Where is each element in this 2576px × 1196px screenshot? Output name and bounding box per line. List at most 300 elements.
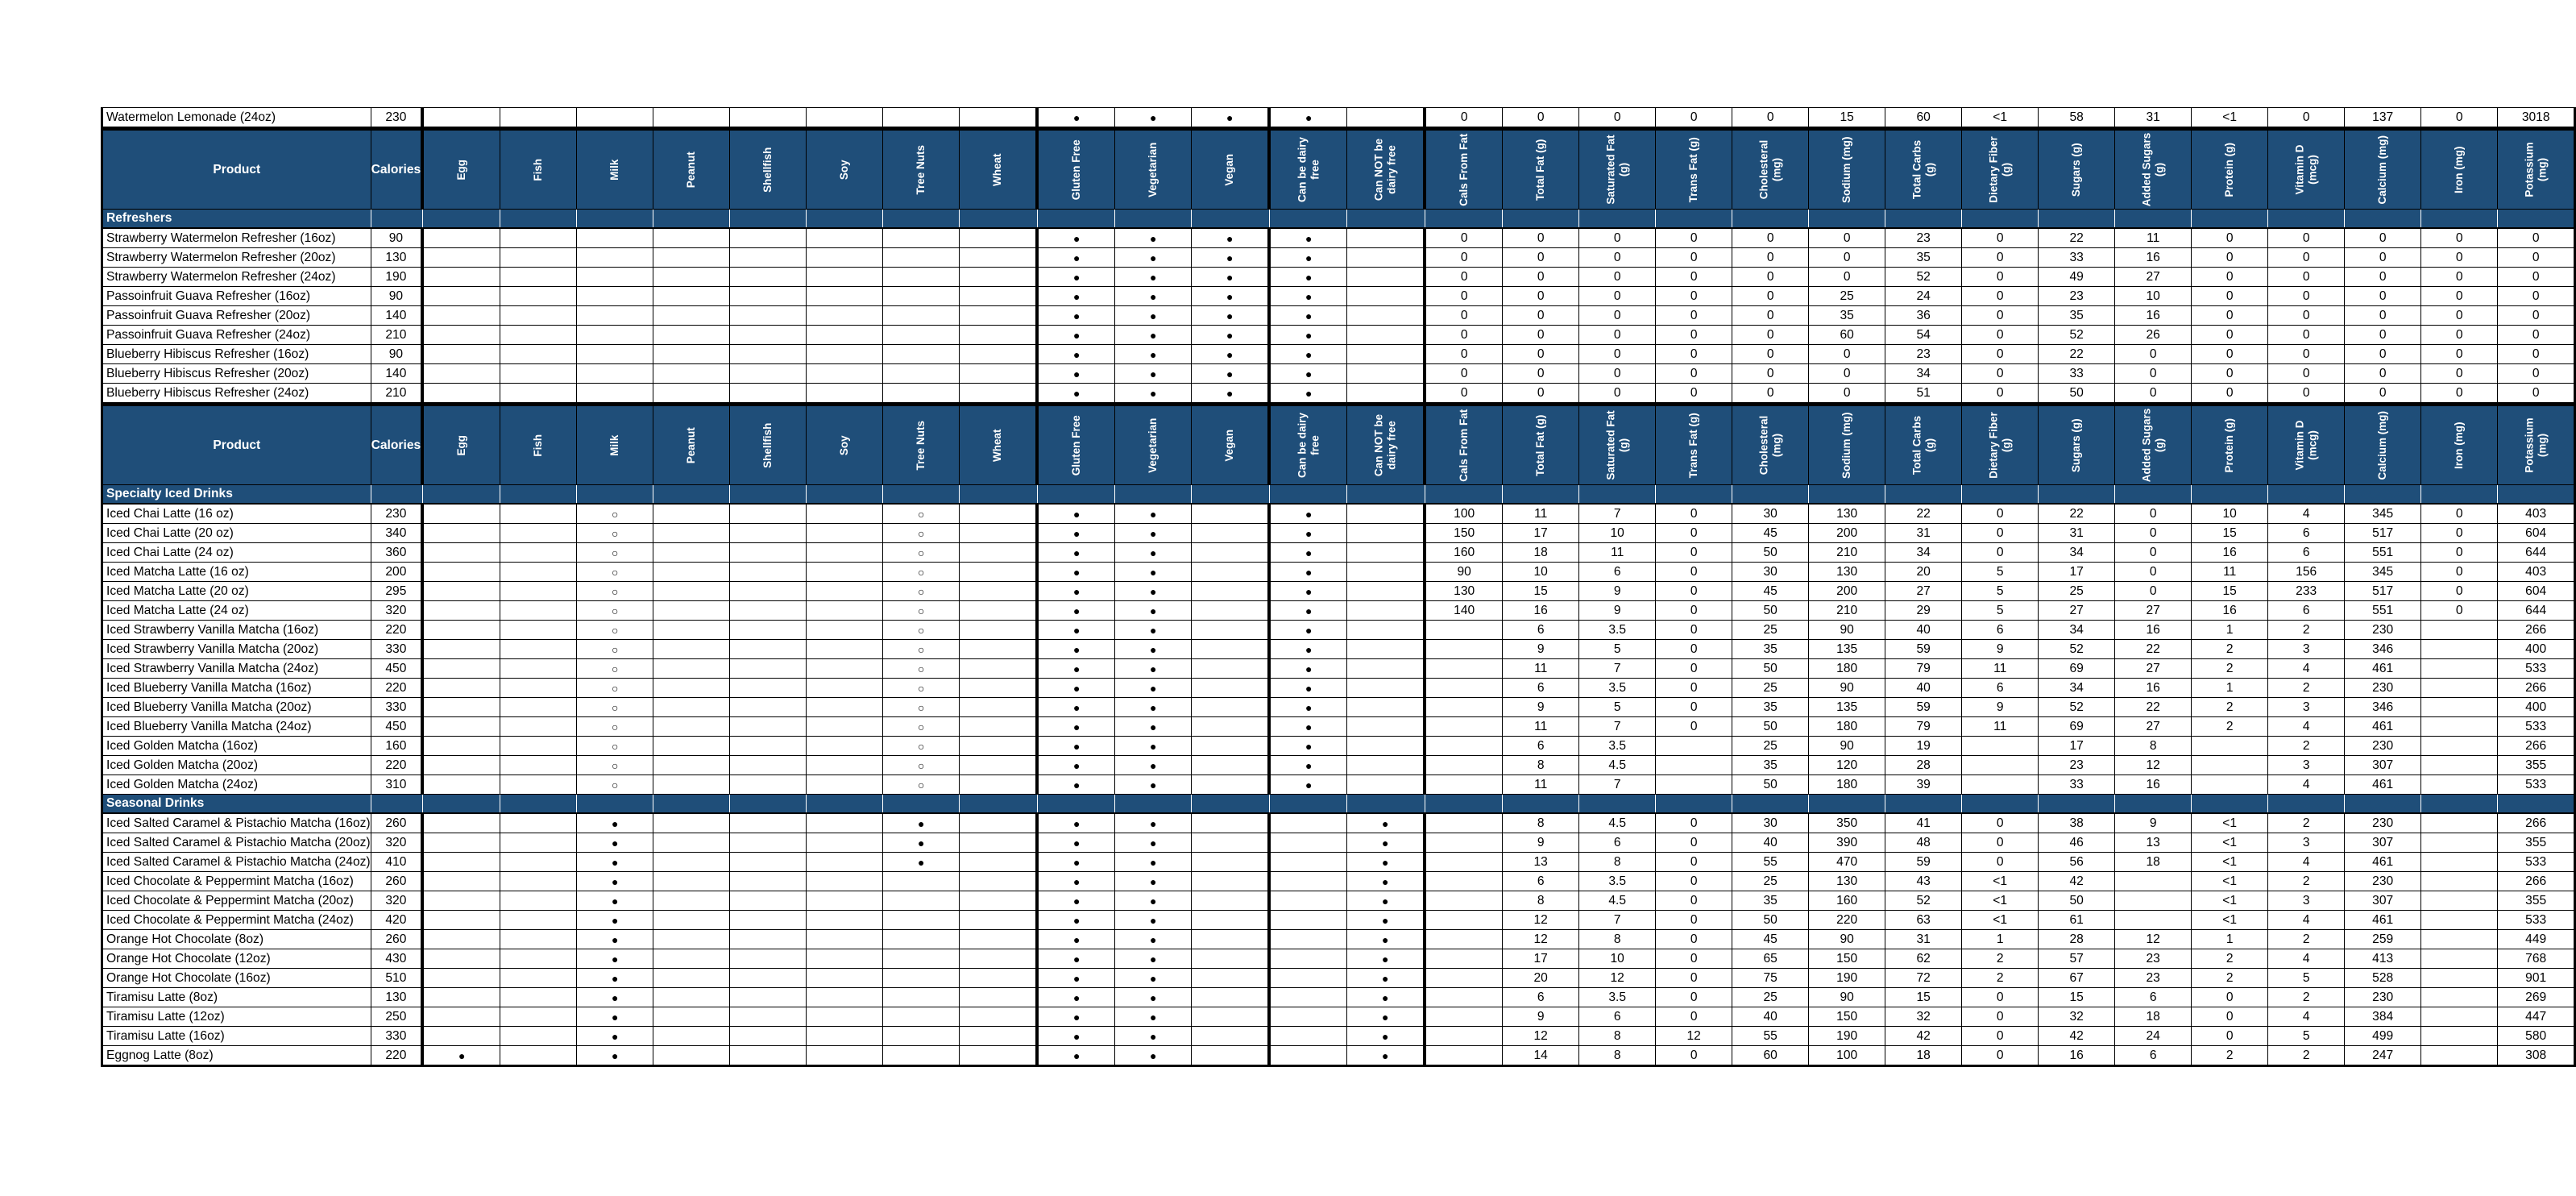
- soy-cell: [807, 601, 883, 621]
- shellfish-cell: [730, 775, 807, 795]
- soy-cell: [807, 698, 883, 717]
- sodium-mg-cell: 210: [1809, 543, 1885, 563]
- fish-cell: [500, 891, 577, 911]
- iron-mg-cell: 0: [2421, 364, 2498, 384]
- dietary-fiber-g-cell: 0: [1962, 833, 2039, 853]
- column-header-label: Vegan: [1223, 153, 1236, 186]
- total-carbs-g-cell: 36: [1885, 306, 1962, 326]
- gluten-free-cell: ●: [1037, 268, 1115, 287]
- section-header-cell: [1962, 485, 2039, 505]
- saturated-fat-g-cell: 3.5: [1579, 737, 1656, 756]
- total-fat-g-cell: 11: [1503, 717, 1579, 737]
- vegan-cell: ●: [1192, 108, 1270, 129]
- added-sugars-g-cell: 0: [2115, 345, 2192, 364]
- soy-cell: [807, 659, 883, 679]
- vegetarian-cell: ●: [1115, 988, 1192, 1007]
- calories-cell: 330: [371, 1027, 422, 1046]
- can-be-dairy-free-cell: ●: [1269, 621, 1347, 640]
- column-header-can-not-be-dairy-free: [1347, 405, 1425, 485]
- shellfish-cell: [730, 228, 807, 248]
- calories-cell: 90: [371, 287, 422, 306]
- product-name-cell: Tiramisu Latte (8oz): [102, 988, 371, 1007]
- wheat-cell: [960, 679, 1038, 698]
- potassium-mg-cell: 644: [2498, 601, 2575, 621]
- peanut-cell: [653, 833, 730, 853]
- total-carbs-g-cell: 19: [1885, 737, 1962, 756]
- vegan-cell: [1192, 833, 1270, 853]
- column-header-gluten-free: [1037, 405, 1115, 485]
- vegetarian-cell: ●: [1115, 930, 1192, 949]
- vitamin-d-mcg-cell: 6: [2268, 601, 2345, 621]
- saturated-fat-g-cell: 0: [1579, 248, 1656, 268]
- tree-nuts-cell: ○: [883, 717, 960, 737]
- section-header-cell: [1115, 210, 1192, 229]
- soy-cell: [807, 756, 883, 775]
- table-row: [102, 364, 2575, 384]
- fish-cell: [500, 853, 577, 872]
- calories-cell: 310: [371, 775, 422, 795]
- column-header-gluten-free: [1037, 129, 1115, 210]
- total-carbs-g-cell: 60: [1885, 108, 1962, 129]
- calcium-mg-cell: 461: [2345, 717, 2421, 737]
- gluten-free-cell: ●: [1037, 1007, 1115, 1027]
- fish-cell: [500, 108, 577, 129]
- sugars-g-cell: 67: [2039, 969, 2115, 988]
- milk-cell: [577, 306, 653, 326]
- calcium-mg-cell: 461: [2345, 659, 2421, 679]
- vegetarian-cell: ●: [1115, 833, 1192, 853]
- column-header-tree-nuts: [883, 129, 960, 210]
- wheat-cell: [960, 813, 1038, 833]
- vegetarian-cell: ●: [1115, 911, 1192, 930]
- gluten-free-cell: ●: [1037, 813, 1115, 833]
- sodium-mg-cell: 210: [1809, 601, 1885, 621]
- calcium-mg-cell: 307: [2345, 756, 2421, 775]
- wheat-cell: [960, 108, 1038, 129]
- total-fat-g-cell: 0: [1503, 384, 1579, 405]
- wheat-cell: [960, 306, 1038, 326]
- egg-cell: [422, 891, 500, 911]
- total-carbs-g-cell: 79: [1885, 717, 1962, 737]
- milk-cell: [577, 248, 653, 268]
- product-name-cell: Strawberry Watermelon Refresher (20oz): [102, 248, 371, 268]
- column-header-label: Milk: [608, 434, 621, 456]
- table-row: [102, 833, 2575, 853]
- gluten-free-cell: ●: [1037, 911, 1115, 930]
- can-not-be-dairy-free-cell: [1347, 287, 1425, 306]
- peanut-cell: [653, 621, 730, 640]
- protein-g-cell: 2: [2192, 659, 2268, 679]
- saturated-fat-g-cell: 8: [1579, 1046, 1656, 1066]
- section-header-cell: [422, 795, 500, 814]
- product-name-cell: Iced Golden Matcha (20oz): [102, 756, 371, 775]
- section-header-cell: [1732, 210, 1809, 229]
- soy-cell: [807, 384, 883, 405]
- protein-g-cell: <1: [2192, 813, 2268, 833]
- iron-mg-cell: [2421, 640, 2498, 659]
- sodium-mg-cell: 390: [1809, 833, 1885, 853]
- cholesteral-mg-cell: 25: [1732, 988, 1809, 1007]
- gluten-free-cell: ●: [1037, 228, 1115, 248]
- iron-mg-cell: [2421, 872, 2498, 891]
- product-name-cell: Iced Chai Latte (16 oz): [102, 504, 371, 524]
- vegetarian-cell: ●: [1115, 287, 1192, 306]
- table-row: [102, 698, 2575, 717]
- added-sugars-g-cell: 18: [2115, 1007, 2192, 1027]
- calories-cell: 260: [371, 872, 422, 891]
- sugars-g-cell: 38: [2039, 813, 2115, 833]
- trans-fat-g-cell: 0: [1656, 679, 1732, 698]
- tree-nuts-cell: [883, 1046, 960, 1066]
- added-sugars-g-cell: 0: [2115, 504, 2192, 524]
- column-header-calcium-mg: [2345, 405, 2421, 485]
- section-header-cell: [500, 210, 577, 229]
- vegan-cell: [1192, 853, 1270, 872]
- peanut-cell: [653, 737, 730, 756]
- calories-cell: 220: [371, 679, 422, 698]
- section-header-cell: [500, 485, 577, 505]
- calcium-mg-cell: 259: [2345, 930, 2421, 949]
- shellfish-cell: [730, 543, 807, 563]
- milk-cell: [577, 326, 653, 345]
- product-name-cell: Blueberry Hibiscus Refresher (16oz): [102, 345, 371, 364]
- trans-fat-g-cell: [1656, 756, 1732, 775]
- column-header-vitamin-d-mcg: [2268, 405, 2345, 485]
- trans-fat-g-cell: [1656, 775, 1732, 795]
- calcium-mg-cell: 0: [2345, 326, 2421, 345]
- calcium-mg-cell: 0: [2345, 384, 2421, 405]
- dietary-fiber-g-cell: 0: [1962, 504, 2039, 524]
- product-name-cell: Iced Strawberry Vanilla Matcha (20oz): [102, 640, 371, 659]
- calories-cell: 450: [371, 717, 422, 737]
- cholesteral-mg-cell: 25: [1732, 621, 1809, 640]
- section-header-cell: [1115, 485, 1192, 505]
- gluten-free-cell: ●: [1037, 248, 1115, 268]
- added-sugars-g-cell: 0: [2115, 364, 2192, 384]
- potassium-mg-cell: 580: [2498, 1027, 2575, 1046]
- dietary-fiber-g-cell: 1: [1962, 930, 2039, 949]
- iron-mg-cell: [2421, 949, 2498, 969]
- can-not-be-dairy-free-cell: [1347, 504, 1425, 524]
- saturated-fat-g-cell: 0: [1579, 287, 1656, 306]
- trans-fat-g-cell: 0: [1656, 640, 1732, 659]
- section-header-cell: [422, 210, 500, 229]
- vegan-cell: [1192, 621, 1270, 640]
- peanut-cell: [653, 911, 730, 930]
- calcium-mg-cell: 230: [2345, 737, 2421, 756]
- cholesteral-mg-cell: 25: [1732, 679, 1809, 698]
- can-not-be-dairy-free-cell: ●: [1347, 988, 1425, 1007]
- section-header-cell: [2039, 795, 2115, 814]
- section-header-row: [102, 210, 2575, 229]
- protein-g-cell: [2192, 737, 2268, 756]
- vegan-cell: [1192, 640, 1270, 659]
- soy-cell: [807, 248, 883, 268]
- protein-g-cell: 1: [2192, 679, 2268, 698]
- vegetarian-cell: ●: [1115, 775, 1192, 795]
- milk-cell: ●: [577, 930, 653, 949]
- column-header-vegetarian: [1115, 129, 1192, 210]
- egg-cell: [422, 248, 500, 268]
- potassium-mg-cell: 355: [2498, 891, 2575, 911]
- saturated-fat-g-cell: 9: [1579, 582, 1656, 601]
- section-title: Refreshers: [102, 210, 371, 229]
- vegetarian-cell: ●: [1115, 108, 1192, 129]
- vegetarian-cell: ●: [1115, 737, 1192, 756]
- tree-nuts-cell: ○: [883, 524, 960, 543]
- section-header-cell: [2345, 210, 2421, 229]
- sodium-mg-cell: 190: [1809, 1027, 1885, 1046]
- vegan-cell: [1192, 813, 1270, 833]
- total-carbs-g-cell: 54: [1885, 326, 1962, 345]
- calcium-mg-cell: 346: [2345, 640, 2421, 659]
- section-header-cell: [2115, 210, 2192, 229]
- section-header-cell: [1503, 210, 1579, 229]
- gluten-free-cell: ●: [1037, 504, 1115, 524]
- total-carbs-g-cell: 31: [1885, 524, 1962, 543]
- product-name-cell: Iced Strawberry Vanilla Matcha (24oz): [102, 659, 371, 679]
- section-header-cell: [1656, 795, 1732, 814]
- vegan-cell: ●: [1192, 384, 1270, 405]
- tree-nuts-cell: [883, 384, 960, 405]
- section-header-cell: [2268, 210, 2345, 229]
- milk-cell: ○: [577, 504, 653, 524]
- total-carbs-g-cell: 27: [1885, 582, 1962, 601]
- peanut-cell: [653, 248, 730, 268]
- iron-mg-cell: 0: [2421, 524, 2498, 543]
- vitamin-d-mcg-cell: 3: [2268, 756, 2345, 775]
- shellfish-cell: [730, 679, 807, 698]
- calories-cell: 200: [371, 563, 422, 582]
- potassium-mg-cell: 266: [2498, 813, 2575, 833]
- column-header-label: Total Carbs (g): [1910, 139, 1936, 200]
- vitamin-d-mcg-cell: 6: [2268, 543, 2345, 563]
- potassium-mg-cell: 403: [2498, 504, 2575, 524]
- iron-mg-cell: 0: [2421, 504, 2498, 524]
- column-header-total-carbs-g: [1885, 129, 1962, 210]
- dietary-fiber-g-cell: 0: [1962, 248, 2039, 268]
- sodium-mg-cell: 90: [1809, 621, 1885, 640]
- iron-mg-cell: 0: [2421, 228, 2498, 248]
- cholesteral-mg-cell: 35: [1732, 640, 1809, 659]
- wheat-cell: [960, 621, 1038, 640]
- sugars-g-cell: 17: [2039, 563, 2115, 582]
- saturated-fat-g-cell: 0: [1579, 364, 1656, 384]
- iron-mg-cell: [2421, 1046, 2498, 1066]
- section-header-cell: [1115, 795, 1192, 814]
- column-header-total-fat-g: [1503, 405, 1579, 485]
- gluten-free-cell: ●: [1037, 756, 1115, 775]
- vegan-cell: [1192, 1007, 1270, 1027]
- product-name-cell: Iced Chai Latte (24 oz): [102, 543, 371, 563]
- column-header-label: Egg: [455, 434, 468, 456]
- gluten-free-cell: ●: [1037, 306, 1115, 326]
- added-sugars-g-cell: 0: [2115, 543, 2192, 563]
- fish-cell: [500, 384, 577, 405]
- total-carbs-g-cell: 23: [1885, 345, 1962, 364]
- section-header-cell: [2039, 210, 2115, 229]
- product-name-cell: Passoinfruit Guava Refresher (16oz): [102, 287, 371, 306]
- sodium-mg-cell: 180: [1809, 659, 1885, 679]
- trans-fat-g-cell: 0: [1656, 717, 1732, 737]
- can-be-dairy-free-cell: ●: [1269, 543, 1347, 563]
- section-header-cell: [653, 795, 730, 814]
- cals-from-fat-cell: 90: [1425, 563, 1503, 582]
- gluten-free-cell: ●: [1037, 679, 1115, 698]
- fish-cell: [500, 601, 577, 621]
- sugars-g-cell: 52: [2039, 698, 2115, 717]
- tree-nuts-cell: ○: [883, 621, 960, 640]
- potassium-mg-cell: 0: [2498, 228, 2575, 248]
- can-be-dairy-free-cell: ●: [1269, 563, 1347, 582]
- potassium-mg-cell: 0: [2498, 384, 2575, 405]
- shellfish-cell: [730, 640, 807, 659]
- column-header-milk: [577, 405, 653, 485]
- calcium-mg-cell: 230: [2345, 813, 2421, 833]
- fish-cell: [500, 524, 577, 543]
- can-be-dairy-free-cell: ●: [1269, 384, 1347, 405]
- column-header-label: Peanut: [685, 426, 698, 464]
- shellfish-cell: [730, 248, 807, 268]
- calcium-mg-cell: 346: [2345, 698, 2421, 717]
- vegetarian-cell: ●: [1115, 891, 1192, 911]
- sugars-g-cell: 34: [2039, 621, 2115, 640]
- total-fat-g-cell: 8: [1503, 756, 1579, 775]
- iron-mg-cell: [2421, 775, 2498, 795]
- vegan-cell: ●: [1192, 306, 1270, 326]
- milk-cell: [577, 268, 653, 287]
- can-be-dairy-free-cell: ●: [1269, 248, 1347, 268]
- vegetarian-cell: ●: [1115, 563, 1192, 582]
- column-header-sodium-mg: [1809, 129, 1885, 210]
- can-be-dairy-free-cell: ●: [1269, 108, 1347, 129]
- section-header-cell: [1192, 210, 1270, 229]
- calories-cell: 450: [371, 659, 422, 679]
- fish-cell: [500, 949, 577, 969]
- cals-from-fat-cell: [1425, 679, 1503, 698]
- table-row: [102, 228, 2575, 248]
- total-carbs-g-cell: 62: [1885, 949, 1962, 969]
- sugars-g-cell: 22: [2039, 504, 2115, 524]
- shellfish-cell: [730, 306, 807, 326]
- protein-g-cell: <1: [2192, 108, 2268, 129]
- vitamin-d-mcg-cell: 0: [2268, 345, 2345, 364]
- sugars-g-cell: 49: [2039, 268, 2115, 287]
- section-header-cell: [2192, 210, 2268, 229]
- shellfish-cell: [730, 756, 807, 775]
- egg-cell: [422, 326, 500, 345]
- egg-cell: [422, 969, 500, 988]
- can-be-dairy-free-cell: [1269, 1046, 1347, 1066]
- iron-mg-cell: [2421, 756, 2498, 775]
- tree-nuts-cell: ○: [883, 698, 960, 717]
- column-header-label: Total Fat (g): [1534, 414, 1547, 476]
- potassium-mg-cell: 604: [2498, 524, 2575, 543]
- sugars-g-cell: 34: [2039, 543, 2115, 563]
- total-fat-g-cell: 17: [1503, 524, 1579, 543]
- protein-g-cell: 0: [2192, 306, 2268, 326]
- milk-cell: [577, 228, 653, 248]
- total-fat-g-cell: 15: [1503, 582, 1579, 601]
- wheat-cell: [960, 756, 1038, 775]
- column-header-saturated-fat-g: [1579, 129, 1656, 210]
- vitamin-d-mcg-cell: 0: [2268, 364, 2345, 384]
- soy-cell: [807, 621, 883, 640]
- egg-cell: [422, 775, 500, 795]
- egg-cell: [422, 364, 500, 384]
- protein-g-cell: 2: [2192, 640, 2268, 659]
- protein-g-cell: 2: [2192, 949, 2268, 969]
- gluten-free-cell: ●: [1037, 949, 1115, 969]
- can-be-dairy-free-cell: [1269, 872, 1347, 891]
- sugars-g-cell: 46: [2039, 833, 2115, 853]
- sodium-mg-cell: 60: [1809, 326, 1885, 345]
- dietary-fiber-g-cell: 0: [1962, 1027, 2039, 1046]
- total-carbs-g-cell: 59: [1885, 853, 1962, 872]
- tree-nuts-cell: [883, 345, 960, 364]
- fish-cell: [500, 228, 577, 248]
- total-fat-g-cell: 11: [1503, 504, 1579, 524]
- table-row: [102, 1007, 2575, 1027]
- section-header-cell: [422, 485, 500, 505]
- cals-from-fat-cell: 0: [1425, 345, 1503, 364]
- iron-mg-cell: [2421, 737, 2498, 756]
- peanut-cell: [653, 1007, 730, 1027]
- column-header-label: Tree Nuts: [915, 420, 927, 471]
- dietary-fiber-g-cell: 0: [1962, 326, 2039, 345]
- vegetarian-cell: ●: [1115, 582, 1192, 601]
- dietary-fiber-g-cell: <1: [1962, 891, 2039, 911]
- section-header-cell: [2498, 485, 2575, 505]
- dietary-fiber-g-cell: 11: [1962, 659, 2039, 679]
- egg-cell: [422, 582, 500, 601]
- iron-mg-cell: 0: [2421, 543, 2498, 563]
- vitamin-d-mcg-cell: 233: [2268, 582, 2345, 601]
- total-carbs-g-cell: 22: [1885, 504, 1962, 524]
- column-header-label: Sugars (g): [2070, 418, 2083, 472]
- trans-fat-g-cell: 0: [1656, 108, 1732, 129]
- milk-cell: ○: [577, 582, 653, 601]
- cals-from-fat-cell: [1425, 621, 1503, 640]
- shellfish-cell: [730, 949, 807, 969]
- section-header-cell: [653, 210, 730, 229]
- saturated-fat-g-cell: 6: [1579, 833, 1656, 853]
- fish-cell: [500, 1007, 577, 1027]
- egg-cell: [422, 621, 500, 640]
- egg-cell: [422, 306, 500, 326]
- saturated-fat-g-cell: 7: [1579, 717, 1656, 737]
- table-row: [102, 988, 2575, 1007]
- cals-from-fat-cell: [1425, 775, 1503, 795]
- can-not-be-dairy-free-cell: [1347, 543, 1425, 563]
- column-header-iron-mg: [2421, 129, 2498, 210]
- column-header-trans-fat-g: [1656, 405, 1732, 485]
- egg-cell: [422, 1027, 500, 1046]
- vegan-cell: [1192, 930, 1270, 949]
- wheat-cell: [960, 891, 1038, 911]
- calories-cell: 260: [371, 813, 422, 833]
- calcium-mg-cell: 384: [2345, 1007, 2421, 1027]
- calories-cell: 410: [371, 853, 422, 872]
- tree-nuts-cell: [883, 108, 960, 129]
- cals-from-fat-cell: [1425, 1046, 1503, 1066]
- total-carbs-g-cell: 52: [1885, 891, 1962, 911]
- column-header-protein-g: [2192, 405, 2268, 485]
- sugars-g-cell: 33: [2039, 364, 2115, 384]
- fish-cell: [500, 543, 577, 563]
- wheat-cell: [960, 364, 1038, 384]
- product-name-cell: Strawberry Watermelon Refresher (16oz): [102, 228, 371, 248]
